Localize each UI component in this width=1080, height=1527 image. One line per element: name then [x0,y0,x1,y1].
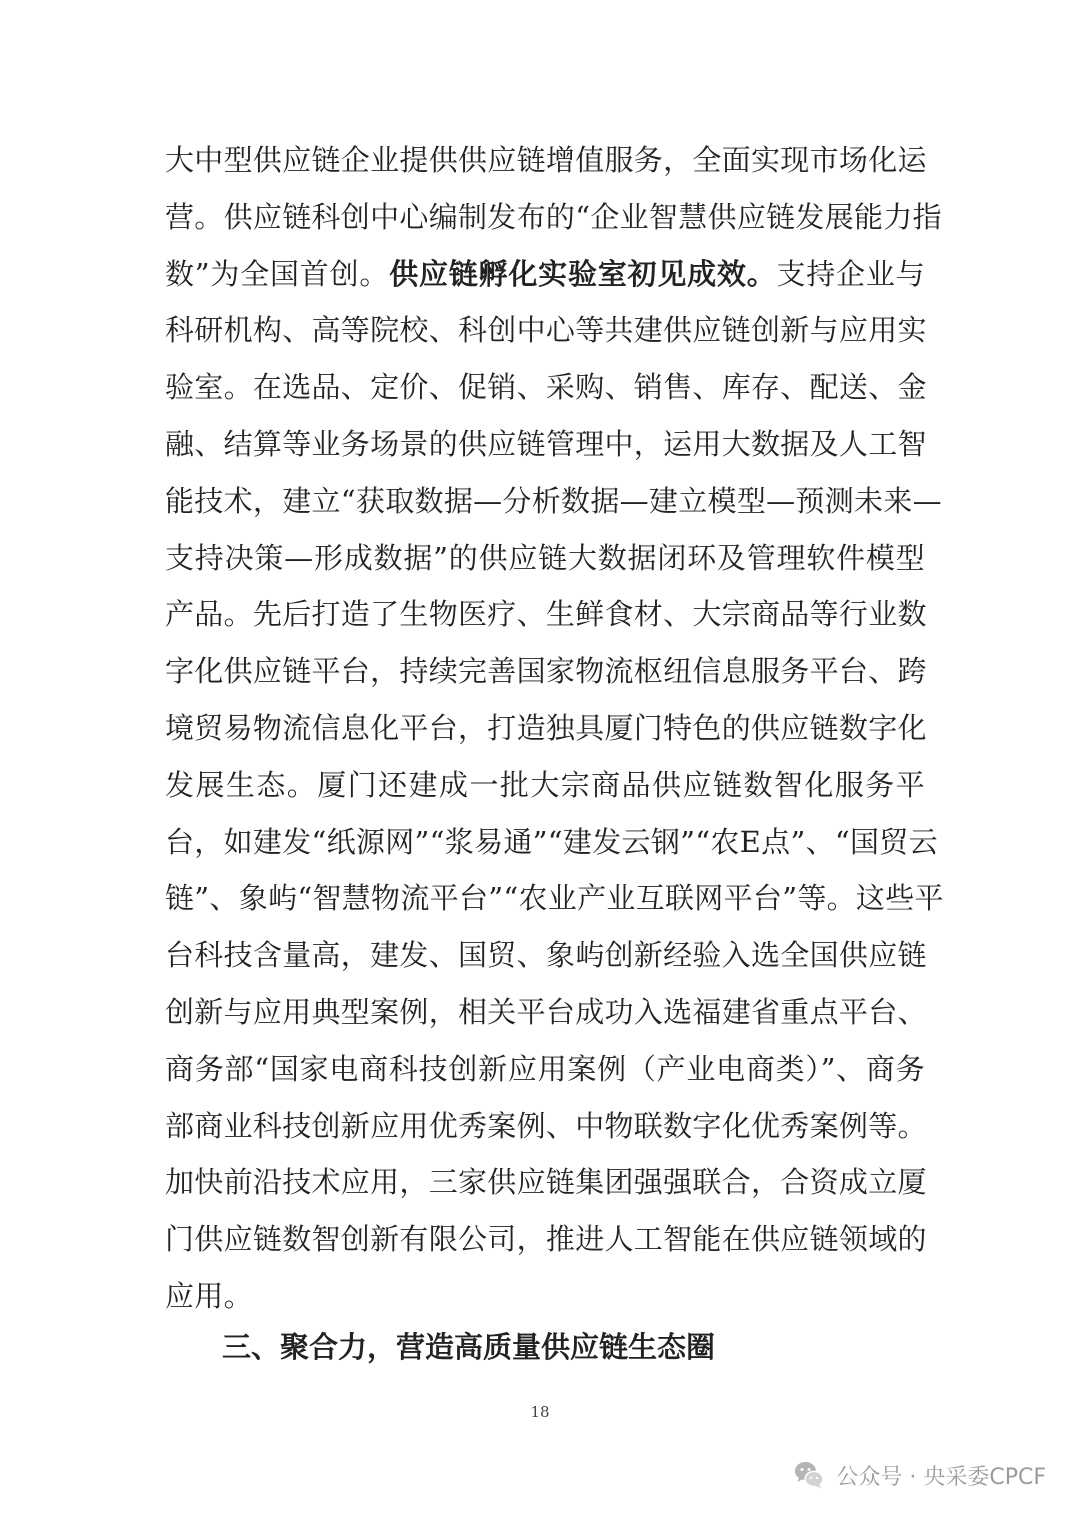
text-line: 营。供应链科创中心编制发布的“企业智慧供应链发展能力指 [165,199,942,234]
text-line: 支持决策—形成数据”的供应链大数据闭环及管理软件模型 [165,540,925,575]
section-heading: 三、聚合力，营造高质量供应链生态圈 [222,1330,716,1364]
text-line: 商务部“国家电商科技创新应用案例（产业电商类）”、商务 [165,1051,925,1086]
text-line: 融、结算等业务场景的供应链管理中，运用大数据及人工智 [165,426,927,461]
text-line: 科研机构、高等院校、科创中心等共建供应链创新与应用实 [165,313,927,348]
watermark-label: 公众号 · 央采委CPCF [836,1464,1046,1490]
text-line: 台科技含量高，建发、国贸、象屿创新经验入选全国供应链 [165,938,927,973]
text-segment: 数”为全国首创。 [165,256,390,291]
text-line: 应用。 [165,1278,253,1313]
text-line: 产品。先后打造了生物医疗、生鲜食材、大宗商品等行业数 [165,597,927,632]
text-segment: 支持企业与 [776,256,925,291]
wechat-icon [792,1458,826,1492]
text-line: 发展生态。厦门还建成一批大宗商品供应链数智化服务平 [165,767,925,802]
text-line: 能技术，建立“获取数据—分析数据—建立模型—预测未来— [165,483,942,518]
bold-phrase: 供应链孵化实验室初见成效。 [389,256,777,291]
text-line: 创新与应用典型案例，相关平台成功入选福建省重点平台、 [165,994,927,1029]
text-line: 加快前沿技术应用，三家供应链集团强强联合，合资成立厦 [165,1165,927,1200]
body-paragraph [165,132,944,1325]
text-line: 部商业科技创新应用优秀案例、中物联数字化优秀案例等。 [165,1108,927,1143]
text-line: 链”、象屿“智慧物流平台”“农业产业互联网平台”等。这些平 [165,881,944,916]
text-line: 门供应链数智创新有限公司，推进人工智能在供应链领域的 [165,1222,927,1257]
text-line: 境贸易物流信息化平台，打造独具厦门特色的供应链数字化 [165,710,927,745]
text-line [165,246,925,303]
account-watermark [792,1458,1046,1492]
text-line: 台，如建发“纸源网”“浆易通”“建发云钢”“农E点”、“国贸云 [165,824,938,859]
text-line: 验室。在选品、定价、促销、采购、销售、库存、配送、金 [165,370,927,405]
text-line: 大中型供应链企业提供供应链增值服务，全面实现市场化运 [165,143,927,177]
page-number: 18 [530,1403,550,1421]
text-line: 字化供应链平台，持续完善国家物流枢纽信息服务平台、跨 [165,654,927,689]
